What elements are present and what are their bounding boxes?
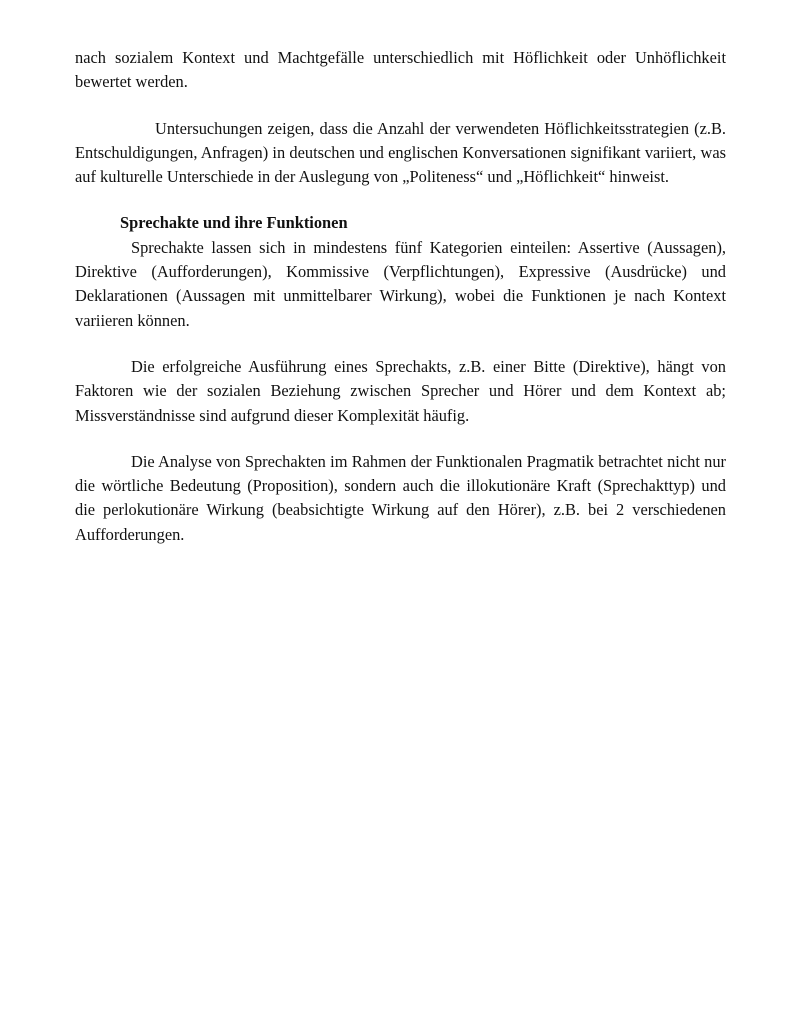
paragraph-speech-act-execution: Die erfolgreiche Ausführung eines Sprechakts, z.B. einer Bitte (Direktive), hängt von Faktoren wie der sozialen Beziehung zwischen Sprecher und Hörer und dem Kontext ab; Missverständnisse sind aufgrund dieser Komplexität häufig. bbox=[75, 356, 726, 425]
paragraph-speech-act-analysis: Die Analyse von Sprechakten im Rahmen der Funktionalen Pragmatik betrachtet nicht nur die wörtliche Bedeutung (Proposition), sondern auch die illokutionäre Kraft (Sprechakttyp) und die perlokutionäre Wirkung (beabsichtigte Wirkung auf den Hörer), z.B. bei 2 verschiedenen Aufforderungen. bbox=[75, 451, 726, 544]
paragraph-continuation: nach sozialem Kontext und Machtgefälle unterschiedlich mit Höflichkeit oder Unhöflichkeit bewertet werden. bbox=[75, 48, 726, 92]
document-page bbox=[75, 46, 726, 547]
paragraph-politeness-strategies: Untersuchungen zeigen, dass die Anzahl der verwendeten Höflichkeitsstrategien (z.B. Entschuldigungen, Anfragen) in deutschen und englischen Konversationen signifikant variiert, was auf kulturelle Unterschiede in der Auslegung von „Politeness“ und „Höflichkeit“ hinweist. bbox=[75, 118, 726, 187]
section-heading: Sprechakte und ihre Funktionen bbox=[120, 213, 348, 233]
paragraph-speech-act-categories: Sprechakte lassen sich in mindestens fünf Kategorien einteilen: Assertive (Aussagen), Direktive (Aufforderungen), Kommissive (Verpflichtungen), Expressive (Ausdrücke) und Deklarationen (Aussagen mit unmittelbarer Wirkung), wobei die Funktionen je nach Kontext variieren können. bbox=[75, 237, 726, 330]
